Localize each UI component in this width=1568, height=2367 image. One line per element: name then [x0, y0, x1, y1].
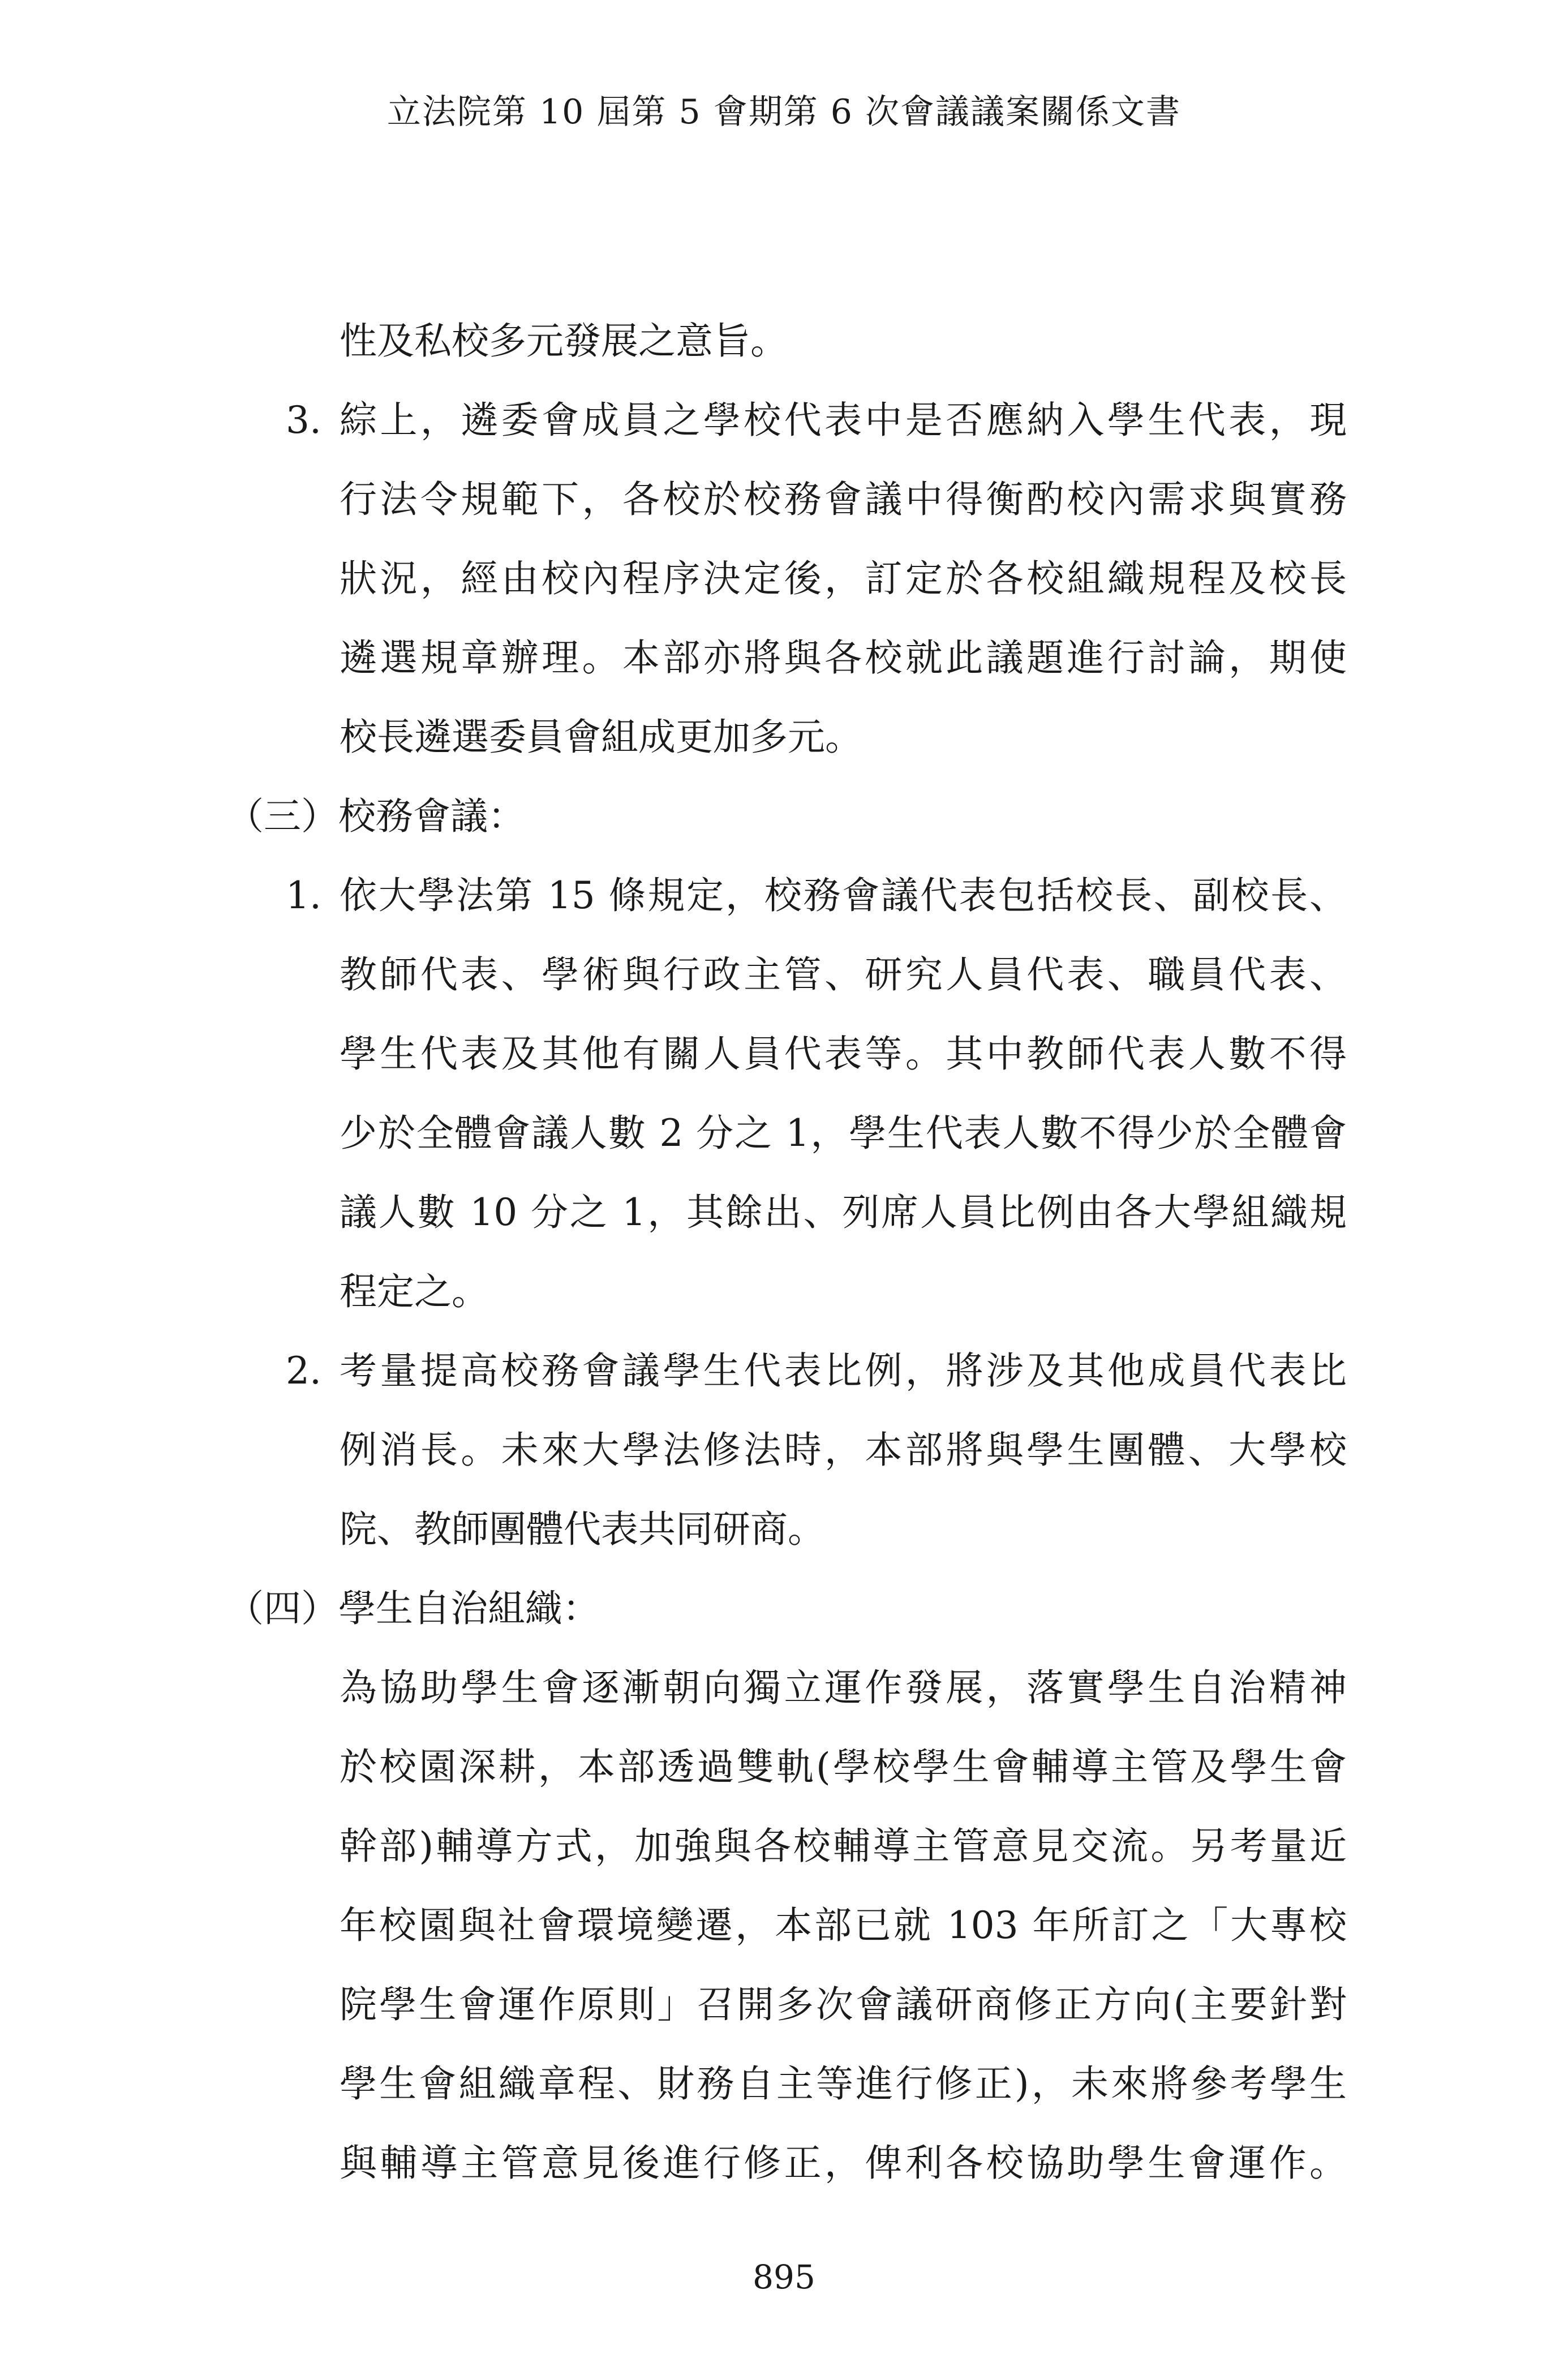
text-line: 程定之。	[340, 1270, 489, 1313]
section-heading-3: （三）校務會議：	[226, 794, 525, 838]
list-number-2: 2.	[286, 1349, 321, 1393]
text-line: 學生代表及其他有關人員代表等。其中教師代表人數不得	[340, 1032, 1347, 1076]
text-line: 綜上，遴委會成員之學校代表中是否應納入學生代表，現	[340, 398, 1347, 442]
text-line: 例消長。未來大學法修法時，本部將與學生團體、大學校	[340, 1428, 1347, 1472]
text-line: 學生會組織章程、財務自主等進行修正)，未來將參考學生	[340, 2062, 1347, 2106]
text-line: 狀況，經由校內程序決定後，訂定於各校組織規程及校長	[340, 557, 1347, 600]
text-line: 考量提高校務會議學生代表比例，將涉及其他成員代表比	[340, 1349, 1347, 1393]
text-line: 遴選規章辦理。本部亦將與各校就此議題進行討論，期使	[340, 636, 1347, 680]
text-line: 為協助學生會逐漸朝向獨立運作發展，落實學生自治精神	[340, 1666, 1347, 1709]
document-header: 立法院第 10 屆第 5 會期第 6 次會議議案關係文書	[386, 92, 1182, 132]
text-line: 性及私校多元發展之意旨。	[340, 319, 788, 363]
text-line: 院、教師團體代表共同研商。	[340, 1507, 825, 1551]
text-line: 幹部)輔導方式，加強與各校輔導主管意見交流。另考量近	[340, 1824, 1347, 1868]
text-line: 議人數 10 分之 1，其餘出、列席人員比例由各大學組織規	[340, 1191, 1347, 1234]
text-line: 院學生會運作原則」召開多次會議研商修正方向(主要針對	[340, 1983, 1347, 2026]
list-number-3: 3.	[286, 398, 321, 442]
text-line: 年校園與社會環境變遷，本部已就 103 年所訂之「大專校	[340, 1904, 1347, 1947]
text-line: 少於全體會議人數 2 分之 1，學生代表人數不得少於全體會	[340, 1111, 1347, 1155]
text-line: 與輔導主管意見後進行修正，俾利各校協助學生會運作。	[340, 2141, 1347, 2185]
text-line: 依大學法第 15 條規定，校務會議代表包括校長、副校長、	[340, 874, 1347, 917]
text-line: 行法令規範下，各校於校務會議中得衡酌校內需求與實務	[340, 478, 1347, 521]
section-heading-4: （四）學生自治組織：	[226, 1587, 600, 1630]
list-number-1: 1.	[286, 874, 321, 917]
text-line: 校長遴選委員會組成更加多元。	[340, 715, 862, 759]
text-line: 於校園深耕，本部透過雙軌(學校學生會輔導主管及學生會	[340, 1745, 1347, 1789]
text-line: 教師代表、學術與行政主管、研究人員代表、職員代表、	[340, 953, 1347, 996]
page-number: 895	[753, 2258, 815, 2296]
